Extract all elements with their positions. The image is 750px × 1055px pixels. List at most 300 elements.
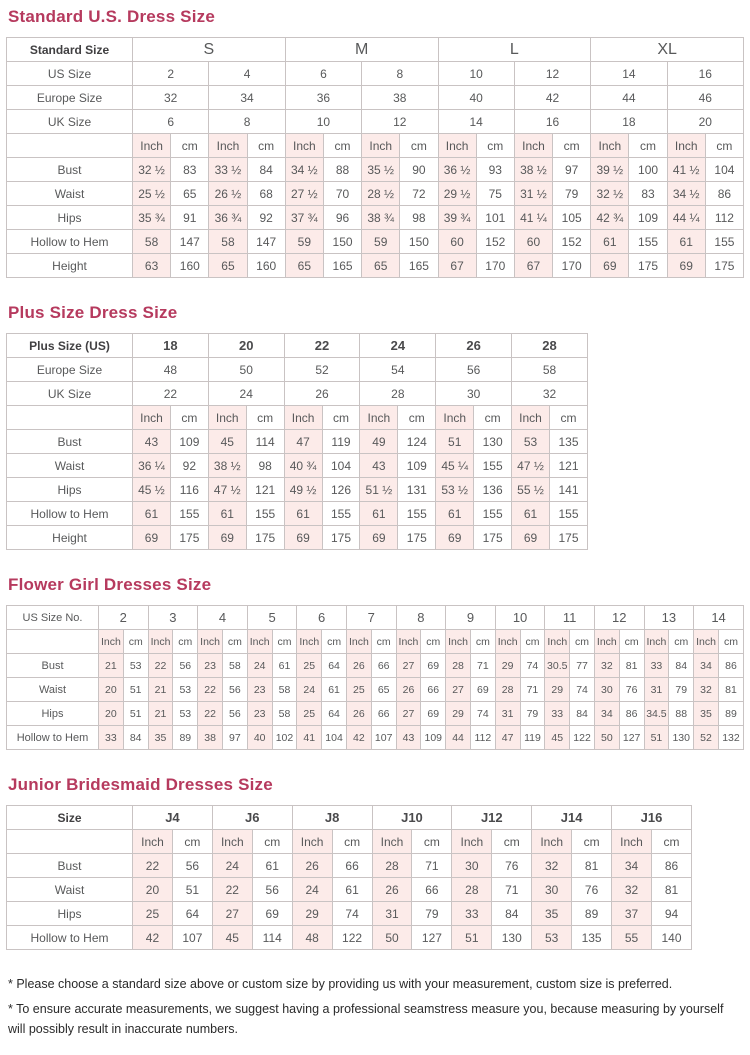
value-cell: 42 — [133, 926, 173, 950]
unit-cm-cell: cm — [222, 630, 247, 654]
value-cell: 64 — [322, 702, 347, 726]
value-cell: 27 — [396, 654, 421, 678]
value-cell: 89 — [718, 702, 743, 726]
size-header-cell: J14 — [532, 806, 612, 830]
value-cell: 97 — [222, 726, 247, 750]
value-cell: 32 — [612, 878, 652, 902]
value-cell: 175 — [629, 254, 667, 278]
measure-row — [7, 726, 744, 750]
measure-row — [7, 502, 588, 526]
value-cell: 30 — [452, 854, 492, 878]
unit-row — [7, 830, 692, 854]
row-label: UK Size — [7, 110, 133, 134]
size-header-cell: 14 — [591, 62, 667, 86]
value-cell: 51 — [436, 430, 474, 454]
measure-row — [7, 702, 744, 726]
unit-cm-cell: cm — [400, 134, 438, 158]
value-cell: 127 — [619, 726, 644, 750]
value-cell: 50 — [594, 726, 619, 750]
value-cell: 94 — [651, 902, 691, 926]
value-cell: 61 — [252, 854, 292, 878]
value-cell: 51 — [452, 926, 492, 950]
value-cell: 22 — [148, 654, 173, 678]
value-cell: 61 — [360, 502, 398, 526]
row-label: Waist — [7, 182, 133, 206]
unit-inch-cell: Inch — [594, 630, 619, 654]
size-header-cell: J8 — [292, 806, 372, 830]
value-cell: 59 — [362, 230, 400, 254]
unit-inch-cell: Inch — [694, 630, 719, 654]
row-label: Bust — [7, 158, 133, 182]
plus-size-dress-size-table — [6, 333, 588, 550]
header-row — [7, 606, 744, 630]
unit-cm-cell: cm — [252, 830, 292, 854]
size-header-cell: 7 — [346, 606, 396, 630]
value-cell: 74 — [332, 902, 372, 926]
value-cell: 47 — [284, 430, 322, 454]
unit-cm-cell: cm — [412, 830, 452, 854]
value-cell: 28 — [446, 654, 471, 678]
value-cell: 67 — [514, 254, 552, 278]
value-cell: 20 — [133, 878, 173, 902]
measure-row — [7, 478, 588, 502]
value-cell: 65 — [285, 254, 323, 278]
value-cell: 126 — [322, 478, 360, 502]
value-cell: 53 — [532, 926, 572, 950]
size-header-cell: 8 — [362, 62, 438, 86]
size-header-cell: 10 — [438, 62, 514, 86]
value-cell: 84 — [669, 654, 694, 678]
value-cell: 33 — [452, 902, 492, 926]
value-cell: 61 — [208, 502, 246, 526]
value-cell: 83 — [629, 182, 667, 206]
unit-cm-cell: cm — [553, 134, 591, 158]
value-cell: 107 — [371, 726, 396, 750]
value-cell: 56 — [222, 678, 247, 702]
value-cell: 53 — [173, 678, 198, 702]
size-header-cell: 8 — [209, 110, 285, 134]
row-label: UK Size — [7, 382, 133, 406]
value-cell: 30 — [594, 678, 619, 702]
section-title-plus-size-dress-size: Plus Size Dress Size — [8, 303, 178, 322]
row-label: Europe Size — [7, 358, 133, 382]
value-cell: 75 — [476, 182, 514, 206]
value-cell: 109 — [170, 430, 208, 454]
measure-row — [7, 678, 744, 702]
size-header-cell: 34 — [209, 86, 285, 110]
value-cell: 84 — [123, 726, 148, 750]
row-label: Height — [7, 526, 133, 550]
value-cell: 155 — [246, 502, 284, 526]
size-header-cell: 22 — [133, 382, 209, 406]
value-cell: 20 — [99, 702, 124, 726]
value-cell: 29 — [446, 702, 471, 726]
value-cell: 23 — [247, 678, 272, 702]
value-cell: 29 — [495, 654, 520, 678]
row-label: Hips — [7, 478, 133, 502]
value-cell: 114 — [252, 926, 292, 950]
section-junior-bridesmaid-dresses-size — [6, 775, 744, 950]
unit-cm-cell: cm — [171, 134, 209, 158]
value-cell: 152 — [553, 230, 591, 254]
value-cell: 65 — [209, 254, 247, 278]
value-cell: 26 — [292, 854, 332, 878]
value-cell: 44 ¼ — [667, 206, 705, 230]
measure-row — [7, 454, 588, 478]
value-cell: 135 — [572, 926, 612, 950]
unit-cm-cell: cm — [170, 406, 208, 430]
value-cell: 53 — [512, 430, 550, 454]
value-cell: 98 — [400, 206, 438, 230]
unit-inch-cell: Inch — [667, 134, 705, 158]
unit-cm-cell: cm — [619, 630, 644, 654]
value-cell: 34 ½ — [285, 158, 323, 182]
value-cell: 60 — [514, 230, 552, 254]
value-cell: 51 — [123, 702, 148, 726]
unit-cm-cell: cm — [474, 406, 512, 430]
header-row — [7, 806, 692, 830]
value-cell: 69 — [133, 526, 171, 550]
row-label — [7, 830, 133, 854]
value-cell: 29 — [292, 902, 332, 926]
size-header-cell: 6 — [285, 62, 361, 86]
value-cell: 45 — [208, 430, 246, 454]
value-cell: 66 — [371, 654, 396, 678]
value-cell: 26 ½ — [209, 182, 247, 206]
size-header-cell: 36 — [285, 86, 361, 110]
unit-inch-cell: Inch — [198, 630, 223, 654]
size-header-cell: 11 — [545, 606, 595, 630]
value-cell: 35 — [532, 902, 572, 926]
value-cell: 34 — [594, 702, 619, 726]
size-header-cell: 16 — [514, 110, 590, 134]
size-header-cell: 14 — [694, 606, 744, 630]
value-cell: 86 — [619, 702, 644, 726]
value-cell: 42 ¾ — [591, 206, 629, 230]
unit-cm-cell: cm — [718, 630, 743, 654]
value-cell: 122 — [570, 726, 595, 750]
value-cell: 55 ½ — [512, 478, 550, 502]
value-cell: 56 — [173, 654, 198, 678]
size-header-cell: 48 — [133, 358, 209, 382]
value-cell: 61 — [284, 502, 322, 526]
value-cell: 131 — [398, 478, 436, 502]
unit-inch-cell: Inch — [532, 830, 572, 854]
unit-cm-cell: cm — [421, 630, 446, 654]
unit-cm-cell: cm — [123, 630, 148, 654]
value-cell: 69 — [591, 254, 629, 278]
value-cell: 147 — [247, 230, 285, 254]
value-cell: 155 — [629, 230, 667, 254]
value-cell: 72 — [400, 182, 438, 206]
value-cell: 79 — [520, 702, 545, 726]
unit-cm-cell: cm — [332, 830, 372, 854]
value-cell: 69 — [284, 526, 322, 550]
value-cell: 155 — [549, 502, 587, 526]
value-cell: 109 — [398, 454, 436, 478]
size-header-cell: 28 — [512, 334, 588, 358]
size-header-cell: 20 — [208, 334, 284, 358]
size-header-cell: J12 — [452, 806, 532, 830]
unit-cm-cell: cm — [669, 630, 694, 654]
value-cell: 66 — [412, 878, 452, 902]
value-cell: 40 ¾ — [284, 454, 322, 478]
value-cell: 89 — [173, 726, 198, 750]
size-header-cell: 12 — [362, 110, 438, 134]
unit-cm-cell: cm — [549, 406, 587, 430]
sections — [6, 7, 744, 950]
value-cell: 37 ¾ — [285, 206, 323, 230]
value-cell: 155 — [474, 454, 512, 478]
value-cell: 66 — [332, 854, 372, 878]
measure-row — [7, 526, 588, 550]
unit-inch-cell: Inch — [209, 134, 247, 158]
footnote-accurate-measurements: * To ensure accurate measurements, we suggest having a professional seamstress measure you, because measuring by yourself will possibly result in inaccurate numbers. — [8, 1002, 724, 1036]
value-cell: 104 — [322, 454, 360, 478]
value-cell: 52 — [694, 726, 719, 750]
size-header-cell: 14 — [438, 110, 514, 134]
value-cell: 35 — [694, 702, 719, 726]
value-cell: 150 — [400, 230, 438, 254]
value-cell: 33 ½ — [209, 158, 247, 182]
junior-bridesmaid-dresses-size-table — [6, 805, 692, 950]
unit-row — [7, 134, 744, 158]
unit-cm-cell: cm — [705, 134, 743, 158]
unit-cm-cell: cm — [651, 830, 691, 854]
value-cell: 69 — [421, 702, 446, 726]
value-cell: 25 ½ — [133, 182, 171, 206]
value-cell: 92 — [247, 206, 285, 230]
value-cell: 84 — [492, 902, 532, 926]
value-cell: 68 — [247, 182, 285, 206]
value-cell: 127 — [412, 926, 452, 950]
size-header-cell: 5 — [247, 606, 297, 630]
value-cell: 25 — [133, 902, 173, 926]
section-flower-girl-dresses-size — [6, 575, 744, 750]
row-label: Europe Size — [7, 86, 133, 110]
row-label: Bust — [7, 654, 99, 678]
value-cell: 119 — [322, 430, 360, 454]
value-cell: 65 — [371, 678, 396, 702]
value-cell: 51 ½ — [360, 478, 398, 502]
value-cell: 30 — [532, 878, 572, 902]
unit-cm-cell: cm — [570, 630, 595, 654]
value-cell: 33 — [545, 702, 570, 726]
value-cell: 89 — [572, 902, 612, 926]
unit-cm-cell: cm — [492, 830, 532, 854]
row-label: Size — [7, 806, 133, 830]
unit-cm-cell: cm — [172, 830, 212, 854]
value-cell: 69 — [667, 254, 705, 278]
value-cell: 35 ½ — [362, 158, 400, 182]
value-cell: 31 — [644, 678, 669, 702]
size-header-cell: 13 — [644, 606, 694, 630]
size-header-cell: 58 — [512, 358, 588, 382]
size-header-cell: J16 — [612, 806, 692, 830]
value-cell: 100 — [629, 158, 667, 182]
size-header-cell: XL — [591, 38, 744, 62]
value-cell: 61 — [512, 502, 550, 526]
value-cell: 81 — [651, 878, 691, 902]
value-cell: 32 ½ — [591, 182, 629, 206]
unit-inch-cell: Inch — [133, 830, 173, 854]
value-cell: 31 — [372, 902, 412, 926]
value-cell: 104 — [322, 726, 347, 750]
value-cell: 21 — [148, 702, 173, 726]
unit-inch-cell: Inch — [133, 406, 171, 430]
value-cell: 79 — [669, 678, 694, 702]
value-cell: 44 — [446, 726, 471, 750]
value-cell: 58 — [209, 230, 247, 254]
value-cell: 119 — [520, 726, 545, 750]
unit-inch-cell: Inch — [436, 406, 474, 430]
section-standard-us-dress-size — [6, 7, 744, 278]
size-header-cell: 30 — [436, 382, 512, 406]
value-cell: 71 — [412, 854, 452, 878]
value-cell: 69 — [360, 526, 398, 550]
unit-inch-cell: Inch — [372, 830, 412, 854]
value-cell: 42 — [346, 726, 371, 750]
value-cell: 97 — [553, 158, 591, 182]
value-cell: 33 — [99, 726, 124, 750]
value-cell: 21 — [99, 654, 124, 678]
value-cell: 132 — [718, 726, 743, 750]
value-cell: 23 — [247, 702, 272, 726]
value-cell: 56 — [222, 702, 247, 726]
value-cell: 91 — [171, 206, 209, 230]
unit-inch-cell: Inch — [612, 830, 652, 854]
unit-cm-cell: cm — [629, 134, 667, 158]
size-header-cell: 24 — [360, 334, 436, 358]
value-cell: 86 — [651, 854, 691, 878]
value-cell: 61 — [133, 502, 171, 526]
unit-cm-cell: cm — [246, 406, 284, 430]
value-cell: 61 — [436, 502, 474, 526]
value-cell: 38 ½ — [208, 454, 246, 478]
value-cell: 27 — [212, 902, 252, 926]
row-label: Standard Size — [7, 38, 133, 62]
unit-row — [7, 406, 588, 430]
section-title-standard-us-dress-size: Standard U.S. Dress Size — [8, 7, 215, 26]
value-cell: 165 — [400, 254, 438, 278]
value-cell: 63 — [133, 254, 171, 278]
row-label: Hollow to Hem — [7, 502, 133, 526]
size-header-cell: 2 — [133, 62, 209, 86]
value-cell: 58 — [222, 654, 247, 678]
value-cell: 29 ½ — [438, 182, 476, 206]
value-cell: 70 — [323, 182, 361, 206]
size-header-cell: 24 — [208, 382, 284, 406]
value-cell: 32 — [694, 678, 719, 702]
size-header-cell: 3 — [148, 606, 198, 630]
value-cell: 160 — [171, 254, 209, 278]
value-cell: 74 — [570, 678, 595, 702]
size-header-cell: 50 — [208, 358, 284, 382]
value-cell: 69 — [436, 526, 474, 550]
value-cell: 37 — [612, 902, 652, 926]
measure-row — [7, 430, 588, 454]
value-cell: 58 — [133, 230, 171, 254]
size-header-cell: 28 — [360, 382, 436, 406]
size-header-cell: 26 — [436, 334, 512, 358]
row-label: Hips — [7, 902, 133, 926]
measure-row — [7, 878, 692, 902]
value-cell: 49 ½ — [284, 478, 322, 502]
size-header-cell: 38 — [362, 86, 438, 110]
value-cell: 121 — [246, 478, 284, 502]
value-cell: 21 — [148, 678, 173, 702]
value-cell: 45 — [212, 926, 252, 950]
value-cell: 105 — [553, 206, 591, 230]
size-header-cell: 22 — [284, 334, 360, 358]
value-cell: 61 — [272, 654, 297, 678]
value-cell: 155 — [398, 502, 436, 526]
unit-inch-cell: Inch — [208, 406, 246, 430]
value-cell: 79 — [553, 182, 591, 206]
value-cell: 136 — [474, 478, 512, 502]
value-cell: 84 — [247, 158, 285, 182]
value-cell: 61 — [591, 230, 629, 254]
value-cell: 41 ½ — [667, 158, 705, 182]
section-title-junior-bridesmaid-dresses-size: Junior Bridesmaid Dresses Size — [8, 775, 273, 794]
unit-cm-cell: cm — [470, 630, 495, 654]
value-cell: 30.5 — [545, 654, 570, 678]
value-cell: 66 — [421, 678, 446, 702]
header-row — [7, 62, 744, 86]
value-cell: 34 — [694, 654, 719, 678]
unit-cm-cell: cm — [476, 134, 514, 158]
value-cell: 147 — [171, 230, 209, 254]
size-header-cell: 18 — [133, 334, 209, 358]
value-cell: 43 — [396, 726, 421, 750]
unit-inch-cell: Inch — [297, 630, 322, 654]
value-cell: 83 — [171, 158, 209, 182]
value-cell: 27 — [446, 678, 471, 702]
value-cell: 53 — [173, 702, 198, 726]
value-cell: 22 — [198, 678, 223, 702]
size-header-cell: 44 — [591, 86, 667, 110]
size-header-cell: 32 — [512, 382, 588, 406]
value-cell: 40 — [247, 726, 272, 750]
value-cell: 101 — [476, 206, 514, 230]
value-cell: 49 — [360, 430, 398, 454]
size-header-cell: 6 — [297, 606, 347, 630]
row-label: Hollow to Hem — [7, 926, 133, 950]
value-cell: 165 — [323, 254, 361, 278]
value-cell: 141 — [549, 478, 587, 502]
standard-us-dress-size-table — [6, 37, 744, 278]
size-header-cell: 20 — [667, 110, 743, 134]
value-cell: 69 — [208, 526, 246, 550]
row-label: Hollow to Hem — [7, 726, 99, 750]
unit-inch-cell: Inch — [591, 134, 629, 158]
value-cell: 76 — [572, 878, 612, 902]
unit-inch-cell: Inch — [396, 630, 421, 654]
value-cell: 175 — [549, 526, 587, 550]
value-cell: 71 — [470, 654, 495, 678]
value-cell: 35 ¾ — [133, 206, 171, 230]
value-cell: 112 — [470, 726, 495, 750]
value-cell: 114 — [246, 430, 284, 454]
value-cell: 69 — [421, 654, 446, 678]
unit-inch-cell: Inch — [99, 630, 124, 654]
value-cell: 66 — [371, 702, 396, 726]
value-cell: 26 — [372, 878, 412, 902]
value-cell: 36 ¼ — [133, 454, 171, 478]
measure-row — [7, 254, 744, 278]
value-cell: 38 ½ — [514, 158, 552, 182]
size-header-cell: 9 — [446, 606, 496, 630]
